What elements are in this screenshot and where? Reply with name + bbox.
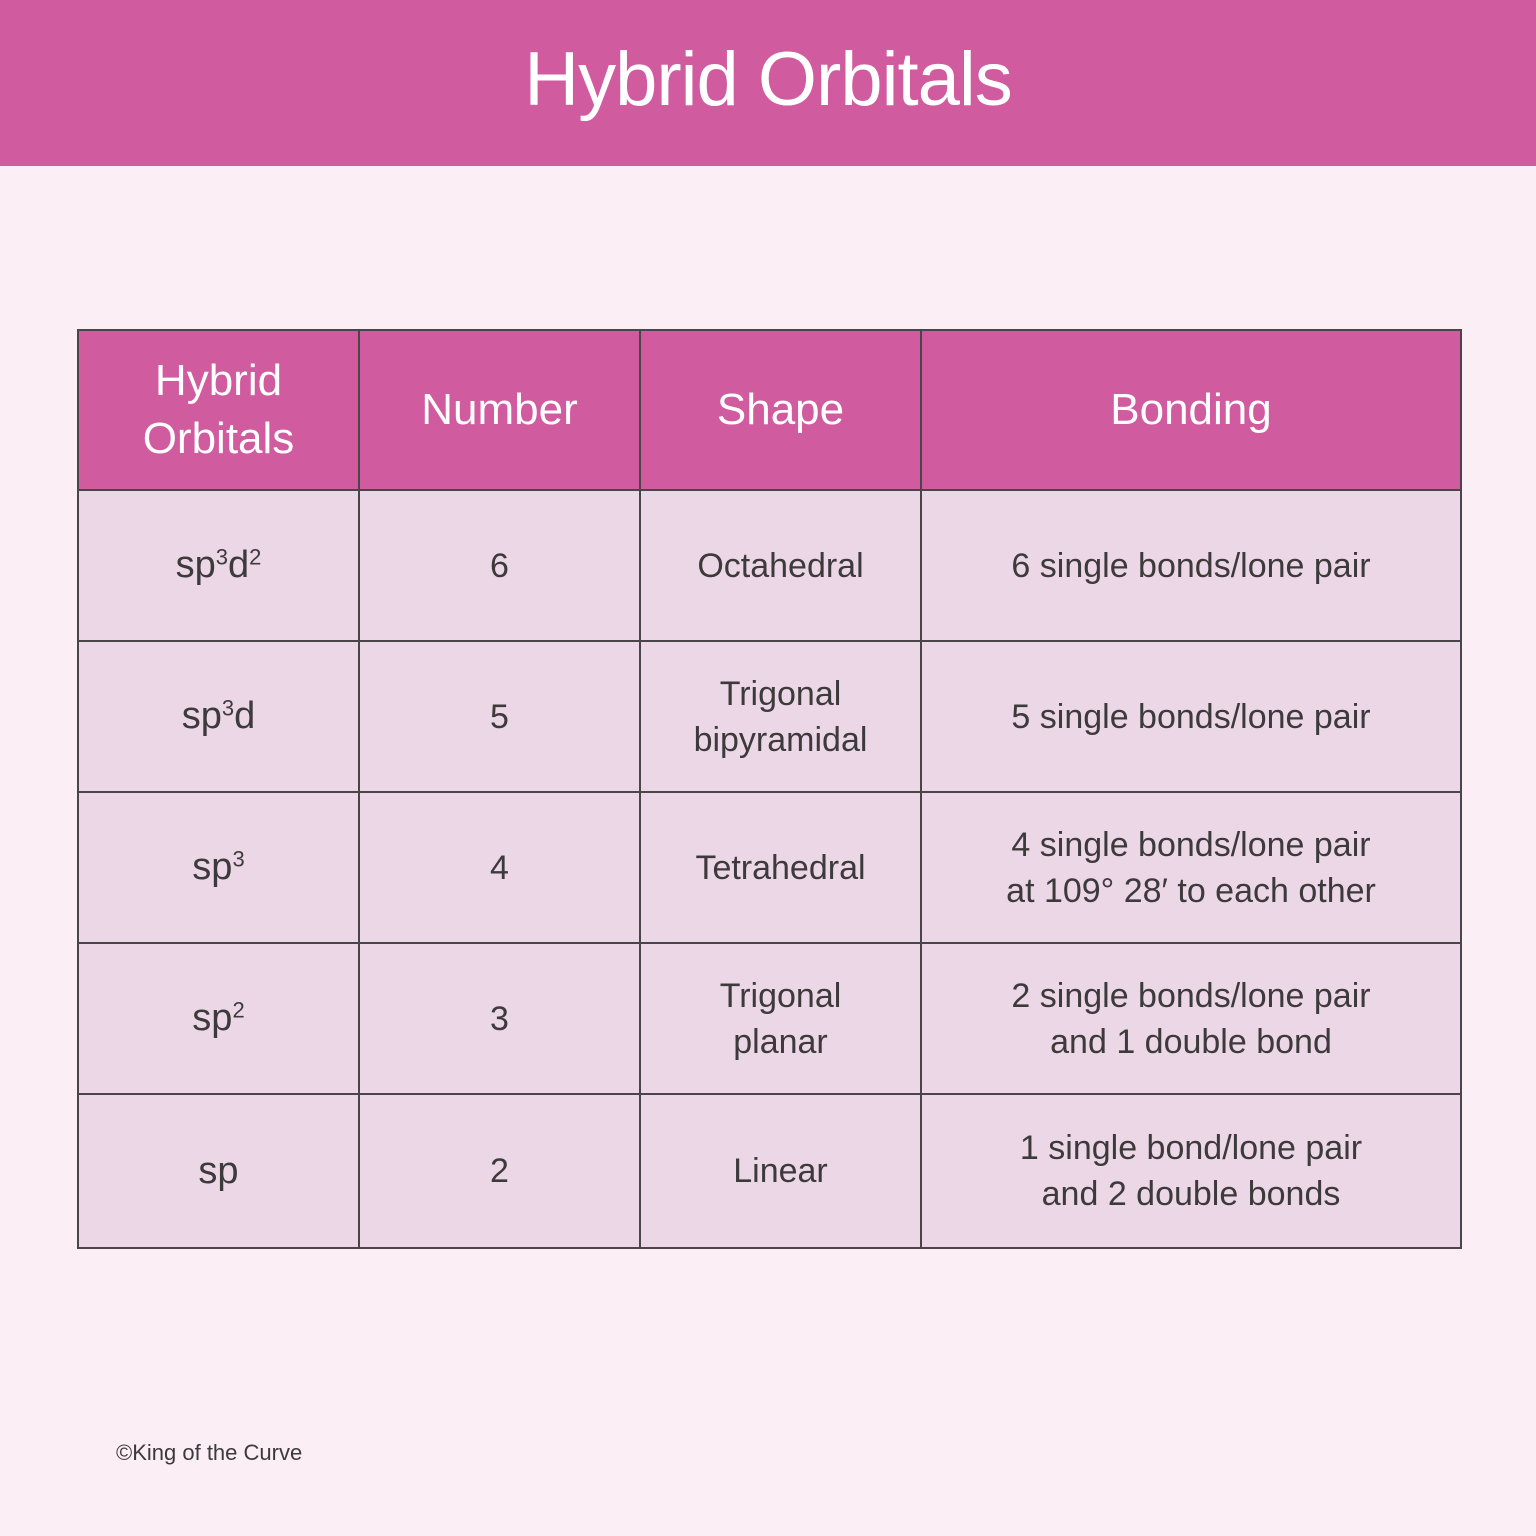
shape-line: bipyramidal [693, 720, 868, 759]
orbital-base: sp [175, 544, 216, 586]
page-title: Hybrid Orbitals [524, 36, 1012, 122]
bonding-line: at 109° 28′ to each other [1006, 871, 1376, 910]
bonding-line: 4 single bonds/lone pair [1011, 825, 1371, 864]
table-row [78, 792, 1461, 943]
bonding-line: 2 single bonds/lone pair [1011, 976, 1371, 1015]
orbital-superscript: 2 [232, 997, 245, 1023]
cell-shape [640, 1094, 921, 1248]
cell-bonding [921, 1094, 1461, 1248]
orbital-base: sp [198, 1149, 239, 1192]
header-hybrid-line1: Hybrid [154, 356, 283, 405]
bonding-line: 1 single bond/lone pair [1019, 1129, 1363, 1167]
orbital-superscript: 2 [249, 544, 262, 570]
cell-bonding [921, 792, 1461, 943]
bonding-line: 6 single bonds/lone pair [1011, 546, 1371, 585]
cell-orbital [78, 943, 359, 1094]
header-shape: Shape [640, 330, 921, 490]
table-row [78, 641, 1461, 792]
orbital-base: sp [192, 997, 233, 1039]
orbital-superscript: 3 [215, 544, 228, 570]
shape-line: Trigonal [719, 674, 842, 713]
orbital-superscript: 3 [221, 695, 235, 721]
cell-orbital [78, 490, 359, 641]
shape-line: Tetrahedral [695, 848, 866, 887]
table-row [78, 490, 1461, 641]
cell-bonding [921, 943, 1461, 1094]
table-row [78, 943, 1461, 1094]
header-hybrid-line2: Orbitals [142, 414, 295, 463]
header-bonding: Bonding [921, 330, 1461, 490]
table-row [78, 1094, 1461, 1248]
shape-line: Linear [733, 1152, 828, 1190]
cell-bonding [921, 641, 1461, 792]
cell-shape [640, 641, 921, 792]
header-row [78, 330, 1461, 490]
cell-shape [640, 943, 921, 1094]
cell-orbital [78, 792, 359, 943]
cell-bonding [921, 490, 1461, 641]
bonding-line: and 1 double bond [1050, 1022, 1332, 1061]
bonding-line: 5 single bonds/lone pair [1011, 697, 1371, 736]
bonding-line: and 2 double bonds [1041, 1175, 1341, 1213]
cell-number: 3 [359, 943, 640, 1094]
shape-line: Trigonal [719, 976, 842, 1015]
header-number: Number [359, 330, 640, 490]
cell-number: 4 [359, 792, 640, 943]
cell-orbital [78, 1094, 359, 1248]
cell-shape [640, 490, 921, 641]
copyright-notice: ©King of the Curve [116, 1440, 303, 1465]
shape-line: planar [733, 1022, 828, 1061]
cell-orbital [78, 641, 359, 792]
cell-number: 5 [359, 641, 640, 792]
header-hybrid-orbitals [78, 330, 359, 490]
orbital-d: d [234, 695, 256, 737]
cell-number: 2 [359, 1094, 640, 1248]
hybrid-orbitals-table [77, 329, 1462, 1249]
title-banner [0, 0, 1536, 166]
orbital-superscript: 3 [232, 846, 245, 872]
cell-shape [640, 792, 921, 943]
orbital-base: sp [192, 846, 233, 888]
orbital-base: sp [181, 695, 222, 737]
shape-line: Octahedral [697, 546, 864, 585]
orbital-d: d [228, 544, 250, 586]
cell-number: 6 [359, 490, 640, 641]
